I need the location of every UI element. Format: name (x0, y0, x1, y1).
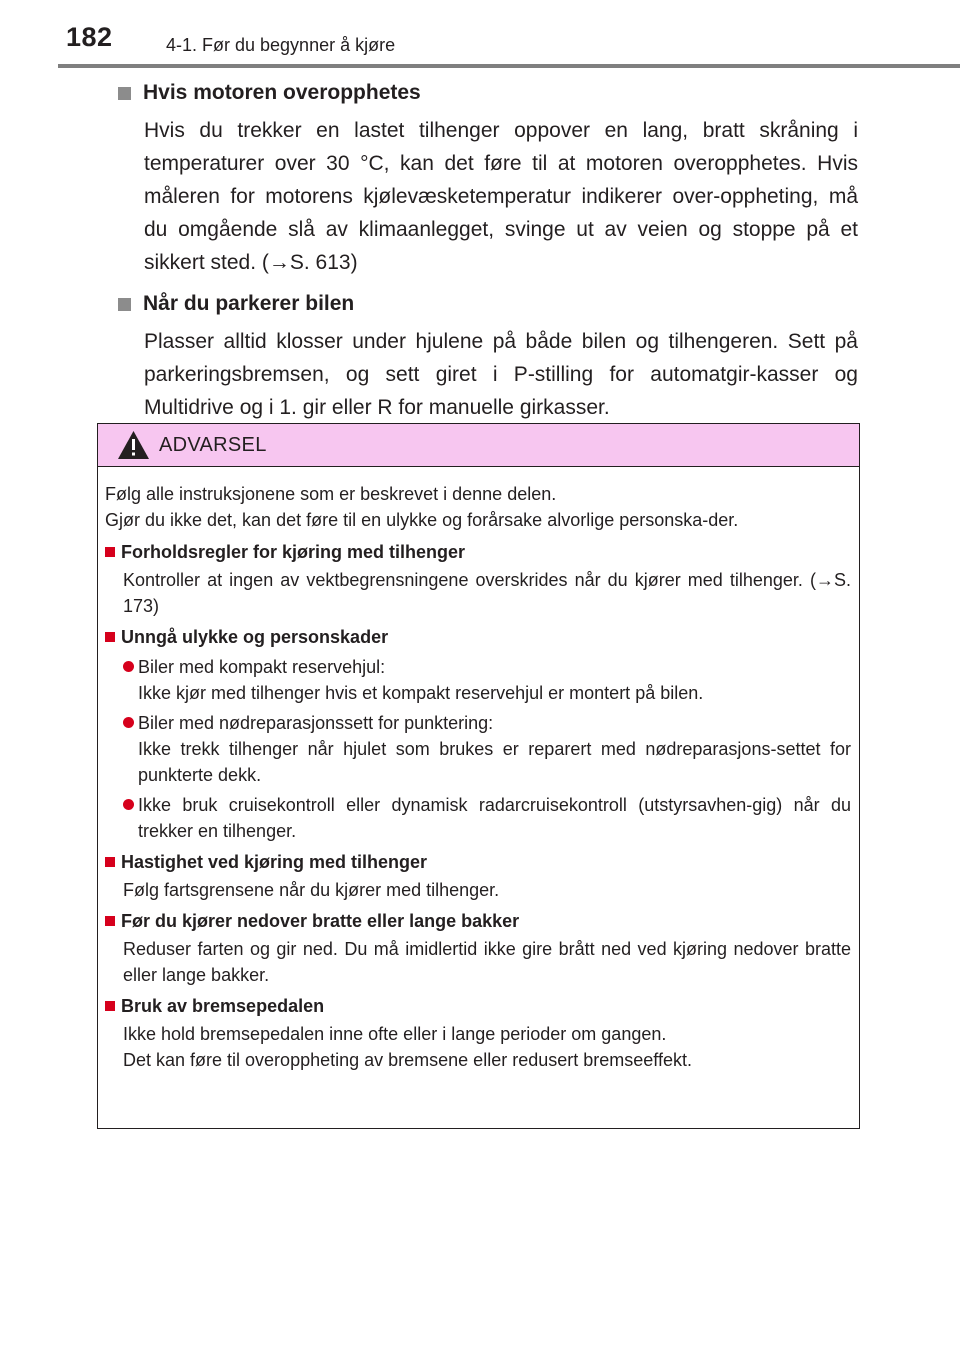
warning-item-heading-text: Før du kjører nedover bratte eller lange bakker (121, 911, 520, 931)
warning-item-heading (105, 539, 851, 565)
red-bullet-icon (123, 717, 134, 728)
warning-bullet (123, 654, 851, 706)
warning-triangle-icon (117, 430, 150, 460)
red-bullet-icon (123, 799, 134, 810)
warning-item-heading-text: Forholdsregler for kjøring med tilhenger (121, 542, 466, 562)
warning-intro-line-2: Gjør du ikke det, kan det føre til en ulykke og forårsake alvorlige personska-der. (105, 510, 739, 530)
section-heading-overheating (118, 78, 858, 108)
section-paragraph-parking: Plasser alltid klosser under hjulene på både bilen og tilhengeren. Sett på parkeringsbremsen, og sett giret i P-stilling for automatgir-kasser og Multidrive og i 1. gir eller R for manuelle girkasser. (144, 330, 858, 419)
section-heading-text: Når du parkerer bilen (143, 292, 355, 315)
section-paragraph-overheating: Hvis du trekker en lastet tilhenger oppover en lang, bratt skråning i temperaturer over 30 °C, kan det føre til at motoren overopphetes. Hvis måleren for motorens kjølevæsketemperatur indikerer over-oppheting, må du omgående slå av klimaanlegget, svinge ut av veien og stoppe på et sikkert sted. (→S. 613) (144, 119, 858, 274)
warning-bullet (123, 710, 851, 788)
warning-bullet-text: Biler med nødreparasjonssett for punktering: Ikke trekk tilhenger når hjulet som brukes er reparert med nødreparasjons-settet for punkterte dekk. (138, 713, 851, 785)
warning-item-heading (105, 908, 851, 934)
warning-item-text: Reduser farten og gir ned. Du må imidlertid ikke gire brått ned ved kjøring nedover bratte eller lange bakker. (123, 939, 851, 985)
warning-header (98, 424, 859, 467)
warning-item-heading-text: Bruk av bremsepedalen (121, 996, 325, 1016)
warning-item-heading (105, 624, 851, 650)
main-content (118, 78, 858, 434)
warning-item-heading (105, 849, 851, 875)
warning-bullet-text: Biler med kompakt reservehjul: Ikke kjør med tilhenger hvis et kompakt reservehjul er montert på bilen. (138, 657, 704, 703)
header-rule (58, 64, 960, 68)
warning-title: ADVARSEL (159, 433, 267, 456)
warning-intro (105, 481, 851, 533)
warning-item-text: Kontroller at ingen av vektbegrensningene overskrides når du kjører med tilhenger. (→S. 173) (123, 570, 851, 616)
section-square-icon (118, 87, 131, 100)
red-square-icon (105, 547, 115, 557)
red-square-icon (105, 1001, 115, 1011)
red-bullet-icon (123, 661, 134, 672)
section-title: 4-1. Før du begynner å kjøre (166, 35, 396, 55)
red-square-icon (105, 916, 115, 926)
warning-box (97, 423, 860, 1129)
red-square-icon (105, 632, 115, 642)
warning-bullet (123, 792, 851, 844)
page-number: 182 (66, 22, 113, 52)
warning-item-text: Ikke hold bremsepedalen inne ofte eller i lange perioder om gangen. Det kan føre til overoppheting av bremsene eller redusert bremseeffekt. (123, 1024, 692, 1070)
warning-intro-line-1: Følg alle instruksjonene som er beskrevet i denne delen. (105, 484, 557, 504)
page-header (0, 0, 960, 70)
warning-item-heading (105, 993, 851, 1019)
warning-item-heading-text: Unngå ulykke og personskader (121, 627, 389, 647)
section-square-icon (118, 298, 131, 311)
section-heading-text: Hvis motoren overopphetes (143, 81, 421, 104)
warning-bullet-text: Ikke bruk cruisekontroll eller dynamisk radarcruisekontroll (utstyrsavhen-gig) når du trekker en tilhenger. (138, 795, 851, 841)
red-square-icon (105, 857, 115, 867)
warning-item-text: Følg fartsgrensene når du kjører med tilhenger. (123, 880, 500, 900)
warning-item-heading-text: Hastighet ved kjøring med tilhenger (121, 852, 428, 872)
section-heading-parking (118, 289, 858, 319)
warning-body (98, 467, 859, 1073)
